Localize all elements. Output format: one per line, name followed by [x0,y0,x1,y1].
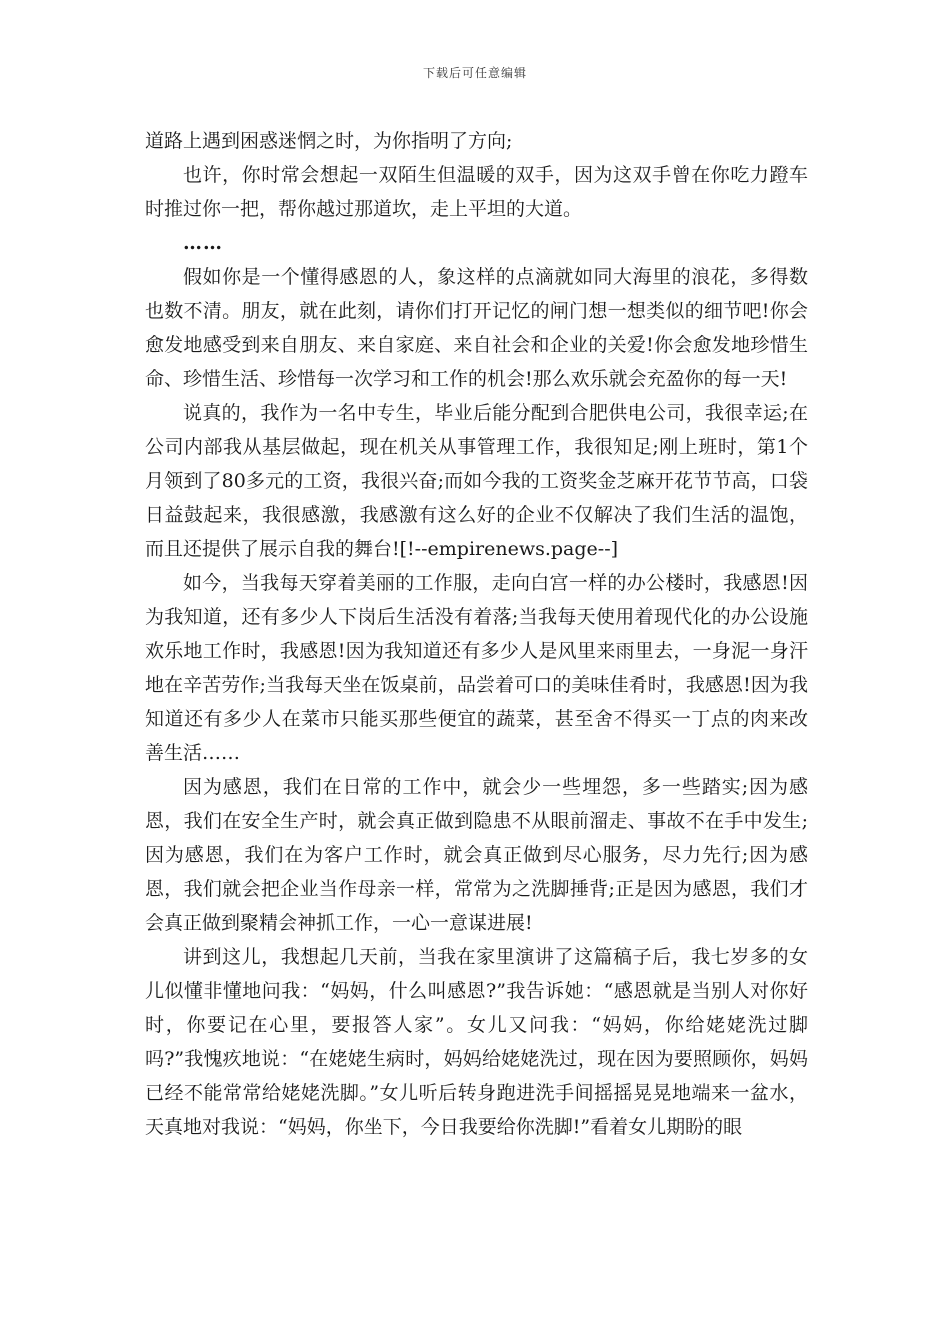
paragraph-4: 说真的，我作为一名中专生，毕业后能分配到合肥供电公司，我很幸运;在公司内部我从基层做起，现在机关从事管理工作，我很知足;刚上班时，第1个月领到了80多元的工资，我很兴奋;而如今我的工资奖金芝麻开花节节高，口袋日益鼓起来，我很感激，我感激有这么好的企业不仅解决了我们生活的温饱，而且还提供了展示自我的舞台![!--empirenews.page--] [145,402,808,560]
page-header: 下载后可任意编辑 [422,66,527,80]
document-body [145,124,808,1144]
paragraph-5: 如今，当我每天穿着美丽的工作服，走向白宫一样的办公楼时，我感恩!因为我知道，还有多少人下岗后生活没有着落;当我每天使用着现代化的办公设施欢乐地工作时，我感恩!因为我知道还有多少人是风里来雨里去，一身泥一身汗地在辛苦劳作;当我每天坐在饭桌前，品尝着可口的美味佳肴时，我感恩!因为我知道还有多少人在菜市只能买那些便宜的蔬菜，甚至舍不得买一丁点的肉来改善生活…… [145,572,808,764]
paragraph-6: 因为感恩，我们在日常的工作中，就会少一些埋怨，多一些踏实;因为感恩，我们在安全生产时，就会真正做到隐患不从眼前溜走、事故不在手中发生;因为感恩，我们在为客户工作时，就会真正做到尽心服务，尽力先行;因为感恩，我们就会把企业当作母亲一样，常常为之洗脚捶背;正是因为感恩，我们才会真正做到聚精会神抓工作，一心一意谋进展! [145,776,808,934]
paragraph-3: 假如你是一个懂得感恩的人，象这样的点滴就如同大海里的浪花，多得数也数不清。朋友，就在此刻，请你们打开记忆的闸门想一想类似的细节吧!你会愈发地感受到来自朋友、来自家庭、来自社会和企业的关爱!你会愈发地珍惜生命、珍惜生活、珍惜每一次学习和工作的机会!那么欢乐就会充盈你的每一天! [145,266,808,390]
paragraph-2: 也许，你时常会想起一双陌生但温暖的双手，因为这双手曾在你吃力蹬车时推过你一把，帮你越过那道坎，走上平坦的大道。 [145,164,808,220]
paragraph-7: 讲到这儿，我想起几天前，当我在家里演讲了这篇稿子后，我七岁多的女儿似懂非懂地问我：“妈妈，什么叫感恩?”我告诉她：“感恩就是当别人对你好时，你要记在心里，要报答人家”。女儿又问我：“妈妈，你给姥姥洗过脚吗?”我愧疚地说：“在姥姥生病时，妈妈给姥姥洗过，现在因为要照顾你，妈妈已经不能常常给姥姥洗脚。”女儿听后转身跑进洗手间摇摇晃晃地端来一盆水，天真地对我说：“妈妈，你坐下，今日我要给你洗脚!”看着女儿期盼的眼 [145,946,808,1138]
paragraph-ellipsis: …… [183,232,223,254]
paragraph-1: 道路上遇到困惑迷惘之时，为你指明了方向; [145,130,513,152]
